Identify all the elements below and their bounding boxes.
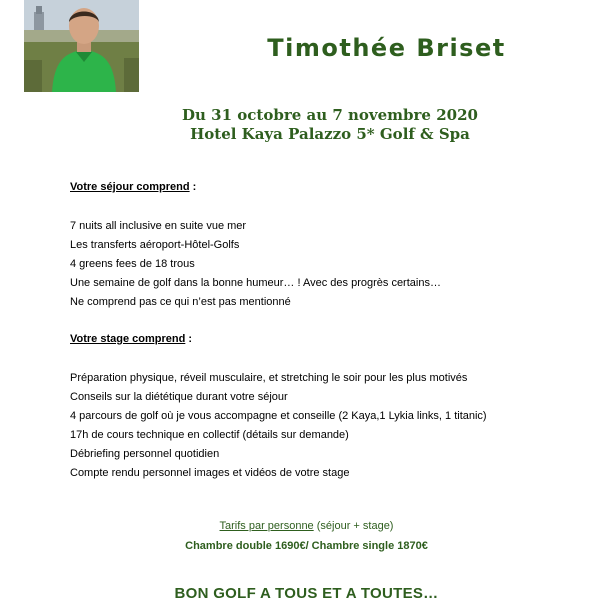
stage-list [70, 369, 487, 483]
sejour-list [70, 217, 441, 312]
closing-message: BON GOLF A TOUS ET A TOUTES… [174, 585, 439, 602]
list-item: Une semaine de golf dans la bonne humeur… ! Avec des progrès certains… [70, 277, 441, 289]
dates-line: Du 31 octobre au 7 novembre 2020 [182, 106, 478, 124]
list-item: Compte rendu personnel images et vidéos de votre stage [70, 467, 350, 479]
page-title: Timothée Briset [267, 34, 506, 62]
sejour-heading-label: Votre séjour comprend [70, 181, 190, 193]
tarifs-detail: (séjour + stage) [313, 520, 394, 532]
stage-heading [70, 333, 192, 345]
list-item: 4 greens fees de 18 trous [70, 258, 195, 270]
stage-heading-label: Votre stage comprend [70, 333, 186, 345]
prices-line: Chambre double 1690€/ Chambre single 1870€ [185, 540, 428, 552]
tarifs-label: Tarifs par personne [219, 520, 314, 532]
tarifs-line [0, 520, 613, 532]
list-item: Les transferts aéroport-Hôtel-Golfs [70, 239, 240, 251]
list-item: 17h de cours technique en collectif (détails sur demande) [70, 429, 349, 441]
stage-heading-colon: : [185, 333, 193, 345]
list-item: Débriefing personnel quotidien [70, 448, 220, 460]
trip-info [150, 106, 510, 144]
sejour-heading [70, 181, 196, 193]
list-item: 7 nuits all inclusive en suite vue mer [70, 220, 247, 232]
hotel-line: Hotel Kaya Palazzo 5* Golf & Spa [190, 125, 470, 143]
list-item: Ne comprend pas ce qui n’est pas mentionné [70, 296, 291, 308]
list-item: Conseils sur la diététique durant votre séjour [70, 391, 288, 403]
list-item: 4 parcours de golf où je vous accompagne et conseille (2 Kaya,1 Lykia links, 1 titanic) [70, 410, 487, 422]
sejour-heading-colon: : [189, 181, 197, 193]
list-item: Préparation physique, réveil musculaire, et stretching le soir pour les plus motivés [70, 372, 468, 384]
